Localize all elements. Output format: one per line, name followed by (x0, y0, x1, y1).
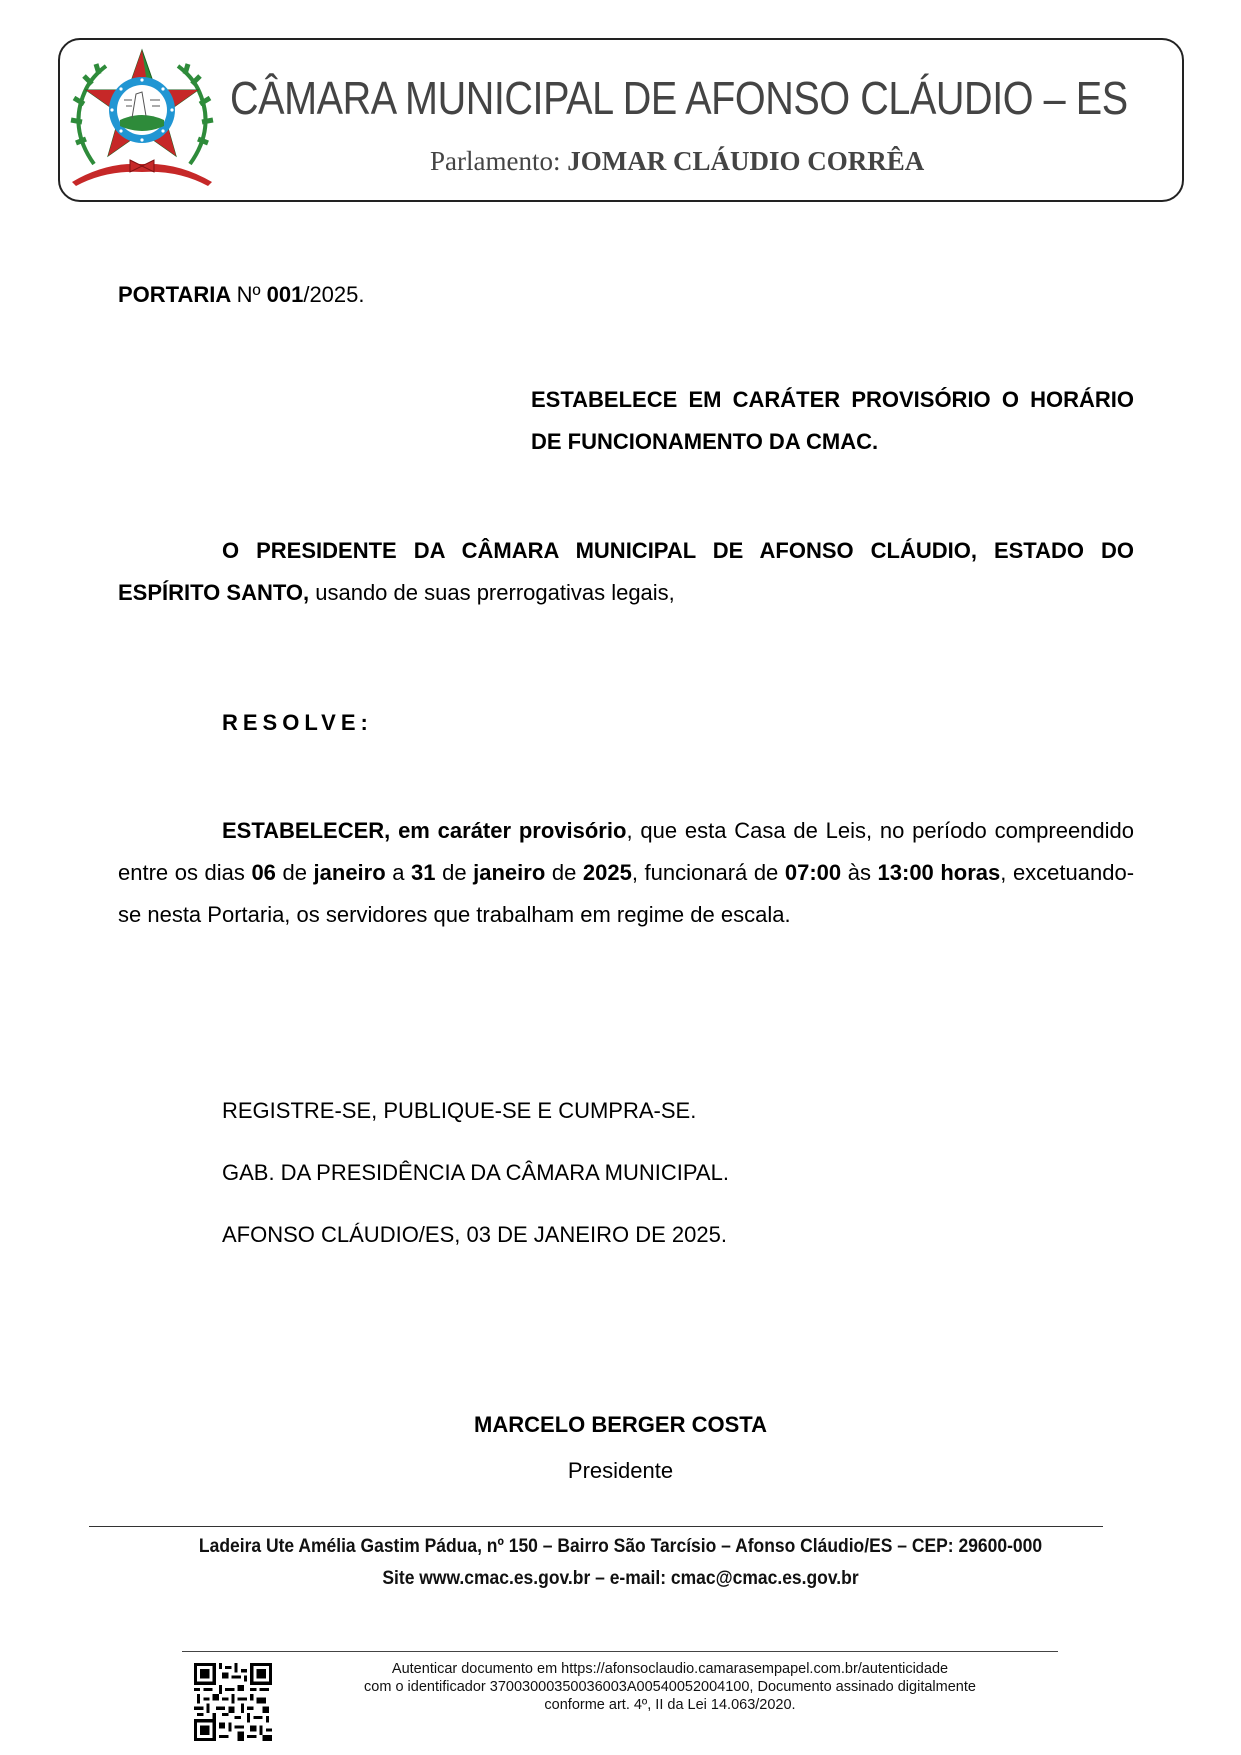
portaria-label: PORTARIA (118, 282, 237, 307)
portaria-year: /2025. (303, 282, 365, 307)
footer-divider (89, 1526, 1103, 1527)
article-text-4: de (275, 860, 314, 885)
qr-code-icon[interactable] (194, 1662, 272, 1742)
closing-line-3: AFONSO CLÁUDIO/ES, 03 DE JANEIRO DE 2025. (222, 1222, 727, 1247)
portaria-number (118, 274, 365, 316)
auth-line-3: conforme art. 4º, II da Lei 14.063/2020. (544, 1697, 796, 1713)
preamble-rest: usando de suas prerrogativas legais, (309, 580, 675, 605)
article-day-start: 06 (251, 860, 276, 885)
article-text-12: , funcionará de (631, 860, 785, 885)
auth-line-1: Autenticar documento em https://afonsoclaudio.camarasempapel.com.br/autenticidade (391, 1661, 949, 1677)
article-text-6: a (385, 860, 412, 885)
portaria-num: 001 (266, 282, 304, 307)
article-text-10: de (545, 860, 583, 885)
footer-site: Site www.cmac.es.gov.br – e-mail: cmac@cmac.es.gov.br (382, 1568, 859, 1589)
resolve-heading: RESOLVE: (222, 710, 373, 735)
article-month-1: janeiro (313, 860, 386, 885)
closing-line-2: GAB. DA PRESIDÊNCIA DA CÂMARA MUNICIPAL. (222, 1160, 729, 1185)
signer-name: MARCELO BERGER COSTA (474, 1412, 767, 1437)
article-text-14: às (841, 860, 878, 885)
article-time-end: 13:00 horas (877, 860, 1001, 885)
closing-line-1: REGISTRE-SE, PUBLIQUE-SE E CUMPRA-SE. (222, 1098, 697, 1123)
auth-line-2: com o identificador 37003000350036003A00540052004100, Documento assinado digitalmente (364, 1679, 976, 1695)
authentication-divider (182, 1651, 1058, 1652)
signer-role: Presidente (567, 1458, 674, 1483)
subtitle-label: Parlamento: (430, 146, 568, 176)
article-text-2: , que esta Casa de Leis, no período compreendido entre os dias (118, 818, 1135, 885)
article-month-2: janeiro (473, 860, 546, 885)
preamble (118, 530, 1134, 614)
coat-of-arms-icon (66, 44, 218, 194)
article-text-8: de (435, 860, 474, 885)
portaria-no: Nº (236, 282, 267, 307)
article-day-end: 31 (411, 860, 436, 885)
article-text-16: , excetuando-se nesta Portaria, os servidores que trabalham em regime de escala. (118, 860, 1135, 927)
article-time-start: 07:00 (784, 860, 842, 885)
ementa: ESTABELECE EM CARÁTER PROVISÓRIO O HORÁRIO DE FUNCIONAMENTO DA CMAC. (531, 387, 1134, 454)
article-paragraph (118, 810, 1134, 936)
authentication-text (290, 1660, 1050, 1714)
header-subtitle (430, 146, 924, 177)
footer-address: Ladeira Ute Amélia Gastim Pádua, nº 150 – Bairro São Tarcísio – Afonso Cláudio/ES – CEP: 29600-000 (198, 1536, 1043, 1557)
article-year: 2025 (582, 860, 632, 885)
header-title: CÂMARA MUNICIPAL DE AFONSO CLÁUDIO – ES (230, 72, 1128, 124)
preamble-bold: O PRESIDENTE DA CÂMARA MUNICIPAL DE AFONSO CLÁUDIO, ESTADO DO ESPÍRITO SANTO, (118, 538, 1134, 605)
article-bold-1: ESTABELECER, em caráter provisório (222, 818, 627, 843)
subtitle-name: JOMAR CLÁUDIO CORRÊA (567, 146, 925, 176)
